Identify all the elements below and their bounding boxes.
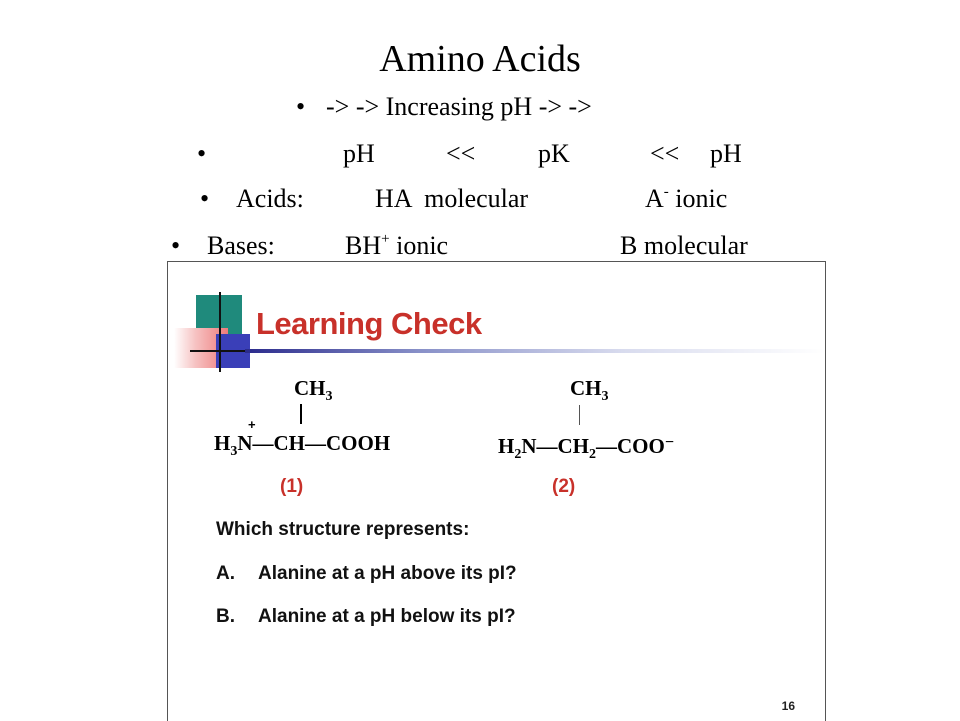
option-a [216,563,517,585]
acids-ionic-base: A [645,184,664,213]
chain-h: H [214,431,231,455]
bases-ionic-base: BH [345,231,382,260]
option-b-text: Alanine at a pH below its pI? [258,606,516,627]
methyl-text: CH [294,376,326,400]
structure2-bond [579,405,580,425]
bullet-increasing-ph [0,90,960,124]
bullet-text: -> -> Increasing pH -> -> [326,92,592,121]
structure1-bond [300,404,302,424]
bullet-marker: • [200,184,210,213]
slide-title: Amino Acids [379,38,581,80]
chain-charge: − [664,434,674,451]
chain-carboxylate: —COO [596,434,665,458]
bullet-acids [0,182,960,216]
bullet-ph-pk [0,137,960,171]
option-b [216,606,516,628]
structure2-methyl [570,376,609,404]
structure1-chain [214,431,391,459]
chain-subscript: 3 [230,444,238,459]
learning-check-panel [167,261,826,721]
chain-rest: N—CH—COOH [237,431,391,455]
acids-molecular: HA molecular [375,184,529,213]
structure2-chain [498,431,674,462]
chain-middle: N—CH [521,434,590,458]
structure1-label: (1) [280,476,304,497]
methyl-subscript: 3 [325,389,333,404]
structure1-charge: + [248,417,256,432]
learning-check-title: Learning Check [256,306,482,341]
bullet-marker: • [197,139,207,168]
question-text: Which structure represents: [216,519,470,540]
structure2-label: (2) [552,476,576,497]
acids-ionic-rest: ionic [668,184,728,213]
vertical-line-decoration [219,292,221,372]
option-b-letter: B. [216,606,235,627]
acids-label: Acids: [236,184,304,213]
less-than-2: << [650,139,680,168]
methyl-subscript: 3 [601,389,609,404]
bases-molecular: B molecular [620,231,748,260]
acids-ionic-charge: - [663,184,669,200]
ph-left: pH [343,139,375,168]
acids-ionic [645,182,727,216]
option-a-letter: A. [216,563,235,584]
title-underline [245,349,825,353]
bullet-marker: • [171,231,181,260]
bases-ionic-rest: ionic [389,231,449,260]
less-than-1: << [446,139,476,168]
option-a-text: Alanine at a pH above its pI? [258,563,517,584]
bases-label: Bases: [207,231,275,260]
pk: pK [538,139,570,168]
structure1-methyl [294,376,333,404]
chain-subscript-2: 2 [589,447,597,462]
chain-h: H [498,434,515,458]
bases-ionic-charge: + [381,231,390,247]
chain-subscript-1: 2 [514,447,522,462]
bullet-bases [0,229,960,263]
bullet-marker: • [296,92,306,121]
bases-ionic [345,229,448,263]
page-number: 16 [781,699,795,713]
ph-right: pH [710,139,742,168]
methyl-text: CH [570,376,602,400]
